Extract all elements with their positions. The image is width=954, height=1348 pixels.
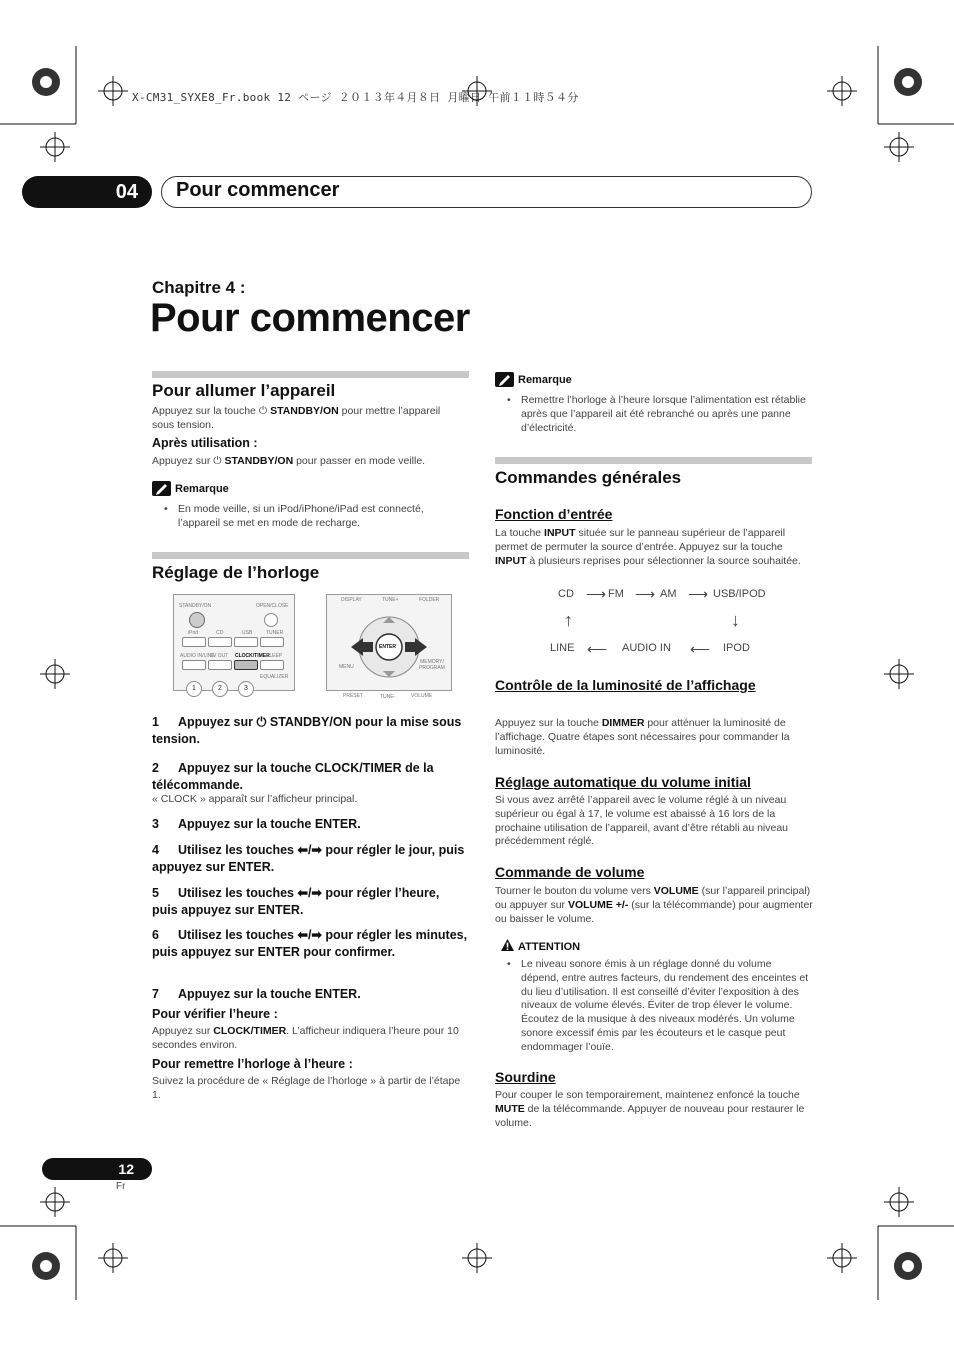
check-time-title: Pour vérifier l’heure : xyxy=(152,1007,278,1021)
left-right-arrow-icon: ⬅/➡ xyxy=(297,886,322,900)
note-heading: Remarque xyxy=(152,481,229,496)
clock-timer-button-illustration xyxy=(234,660,258,670)
language-code: Fr xyxy=(116,1181,126,1192)
dimmer-title: Contrôle de la luminosité de l’affichage xyxy=(495,677,756,693)
panel-label: iPod xyxy=(188,630,199,636)
panel-label: SLEEP xyxy=(266,653,283,659)
panel-label: FOLDER xyxy=(419,597,440,603)
panel-label: MEMORY/ PROGRAM xyxy=(419,659,445,671)
step-5: 5 Utilisez les touches ⬅/➡ pour régler l’heure, puis appuyez sur ENTER. xyxy=(152,886,440,917)
right-arrow-icon: ⟶ xyxy=(586,586,607,602)
page-number: 12 xyxy=(42,1158,152,1180)
panel-label: PRESET xyxy=(343,693,364,699)
left-right-arrow-icon: ⬅/➡ xyxy=(297,928,322,942)
chapter-number-tab: 04 xyxy=(22,176,152,208)
check-time-text: Appuyez sur CLOCK/TIMER. L’afficheur indiquera l’heure pour 10 secondes environ. xyxy=(152,1025,459,1051)
power-icon: ⏻ xyxy=(256,715,267,729)
step-3: 3 Appuyez sur la touche ENTER. xyxy=(152,817,361,831)
power-icon: ⏻ xyxy=(213,455,222,467)
panel-label: DISPLAY xyxy=(341,597,362,603)
section-divider xyxy=(495,457,812,464)
print-info-line: X-CM31_SYXE8_Fr.book 12 ページ ２０１３年４月８日 月曜日 午前１１時５４分 xyxy=(132,91,579,104)
page-title: Pour commencer xyxy=(150,296,470,340)
volume-control-title: Commande de volume xyxy=(495,864,645,880)
flow-item: AUDIO IN xyxy=(622,642,671,654)
panel-label: MENU xyxy=(339,664,354,670)
panel-label: AUDIO IN/LINE xyxy=(180,653,215,659)
section-title-power-on: Pour allumer l’appareil xyxy=(152,381,336,400)
panel-label: STANDBY/ON xyxy=(179,603,212,609)
note-heading: Remarque xyxy=(495,372,572,387)
reset-clock-text: Suivez la procédure de « Réglage de l’horloge » à partir de l’étape 1. xyxy=(152,1075,461,1101)
chapter-header-title: Pour commencer xyxy=(176,179,340,201)
step-4: 4 Utilisez les touches ⬅/➡ pour régler le jour, puis appuyez sur ENTER. xyxy=(152,843,465,874)
step-2: 2 Appuyez sur la touche CLOCK/TIMER de la télécommande. xyxy=(152,761,434,792)
auto-volume-text: Si vous avez arrêté l’appareil avec le volume réglé à un niveau supérieur ou égal à 17, le volume est abaissé à 16 lors de la prochaine utilisation de l’appareil, avant d’être rétabli au niveau précédemment réglé. xyxy=(495,794,789,848)
right-arrow-icon: ⟶ xyxy=(688,586,709,602)
panel-label: CD xyxy=(216,630,224,636)
panel-label: TV OUT xyxy=(210,653,229,659)
numeric-key: 2 xyxy=(212,681,228,697)
flow-item: IPOD xyxy=(723,642,750,654)
dimmer-text: Appuyez sur la touche DIMMER pour atténuer la luminosité de l’affichage. Quatre étapes sont nécessaires pour commander la luminosité. xyxy=(495,717,790,757)
enter-button-label: ENTER xyxy=(379,644,396,650)
flow-item: CD xyxy=(558,588,574,600)
main-unit-panel-illustration xyxy=(173,594,295,691)
mute-title: Sourdine xyxy=(495,1069,556,1085)
numeric-key: 3 xyxy=(238,681,254,697)
section-title-general: Commandes générales xyxy=(495,468,682,487)
right-arrow-icon: ⟶ xyxy=(635,586,656,602)
panel-label: VOLUME xyxy=(411,693,433,699)
remote-panel-illustration xyxy=(326,594,452,700)
auto-volume-title: Réglage automatique du volume initial xyxy=(495,774,751,790)
step-2-note: « CLOCK » apparaît sur l’afficheur principal. xyxy=(152,793,358,805)
attention-heading: ATTENTION xyxy=(501,939,580,954)
flow-item: AM xyxy=(660,588,677,600)
numeric-key: 1 xyxy=(186,681,202,697)
panel-label: TUNER xyxy=(266,630,284,636)
input-function-title: Fonction d’entrée xyxy=(495,506,613,522)
flow-item: LINE xyxy=(550,642,575,654)
section-divider xyxy=(152,552,469,559)
left-arrow-icon: ⟵ xyxy=(587,641,608,657)
pencil-note-icon xyxy=(152,481,171,496)
panel-label: TUNE+ xyxy=(382,597,399,603)
flow-item: USB/IPOD xyxy=(713,588,766,600)
panel-label: CLOCK/TIMER xyxy=(235,653,270,659)
panel-label: OPEN/CLOSE xyxy=(256,603,289,609)
pencil-note-icon xyxy=(495,372,514,387)
flow-item: FM xyxy=(608,588,624,600)
chapter-label: Chapitre 4 : xyxy=(152,278,246,297)
power-on-text: Appuyez sur la touche ⏻ STANDBY/ON pour mettre l’appareil sous tension. xyxy=(152,405,441,431)
down-arrow-icon: ↓ xyxy=(731,610,740,630)
panel-label: EQUALIZER xyxy=(260,674,289,680)
mute-text: Pour couper le son temporairement, maintenez enfoncé la touche MUTE de la télécommande. Appuyer de nouveau pour restaurer le volume. xyxy=(495,1089,805,1129)
section-divider xyxy=(152,371,469,378)
up-arrow-icon: ↑ xyxy=(564,610,573,630)
step-7: 7 Appuyez sur la touche ENTER. xyxy=(152,987,361,1001)
after-use-text: Appuyez sur ⏻ STANDBY/ON pour passer en mode veille. xyxy=(152,455,426,467)
eject-button-illustration xyxy=(264,613,278,627)
left-right-arrow-icon: ⬅/➡ xyxy=(297,843,322,857)
section-title-clock: Réglage de l’horloge xyxy=(152,563,320,582)
attention-bullet: • Le niveau sonore émis à un réglage donné du volume dépend, entre autres facteurs, du rendement des enceintes et du lieu d’utilisation. Il est conseillé d’éviter l’exposition à des niveaux de volume élevés. Éviter de trop élever le volume. Écoutez de la musique à des niveaux modérés. Un volume sonore excessif émis par les écouteurs et le casque peut endommager l’ouïe. xyxy=(521,958,811,1055)
input-function-text: La touche INPUT située sur le panneau supérieur de l’appareil permet de permuter la source d’entrée. Appuyez sur la touche INPUT à plusieurs reprises pour sélectionner la source souhaitée. xyxy=(495,527,801,567)
step-6: 6 Utilisez les touches ⬅/➡ pour régler les minutes, puis appuyez sur ENTER pour confirmer. xyxy=(152,928,468,959)
note-bullet: • Remettre l’horloge à l’heure lorsque l’alimentation est rétablie après que l’appareil ait été rebranché ou après une panne d’électricité. xyxy=(521,394,811,435)
power-icon: ⏻ xyxy=(258,405,268,417)
after-use-title: Après utilisation : xyxy=(152,436,258,450)
note-bullet: • En mode veille, si un iPod/iPhone/iPad est connecté, l’appareil se met en mode de recharge. xyxy=(178,503,462,531)
standby-button-illustration xyxy=(189,612,205,628)
panel-label: USB xyxy=(242,630,253,636)
reset-clock-title: Pour remettre l’horloge à l’heure : xyxy=(152,1057,353,1071)
step-1: 1 Appuyez sur ⏻ STANDBY/ON pour la mise sous tension. xyxy=(152,715,462,746)
warning-triangle-icon xyxy=(501,939,514,954)
panel-label: TUNE- xyxy=(380,694,396,700)
left-arrow-icon: ⟵ xyxy=(690,641,711,657)
volume-control-text: Tourner le bouton du volume vers VOLUME (sur l’appareil principal) ou appuyer sur VOLUME +/- (sur la télécommande) pour augmenter ou baisser le volume. xyxy=(495,885,813,925)
